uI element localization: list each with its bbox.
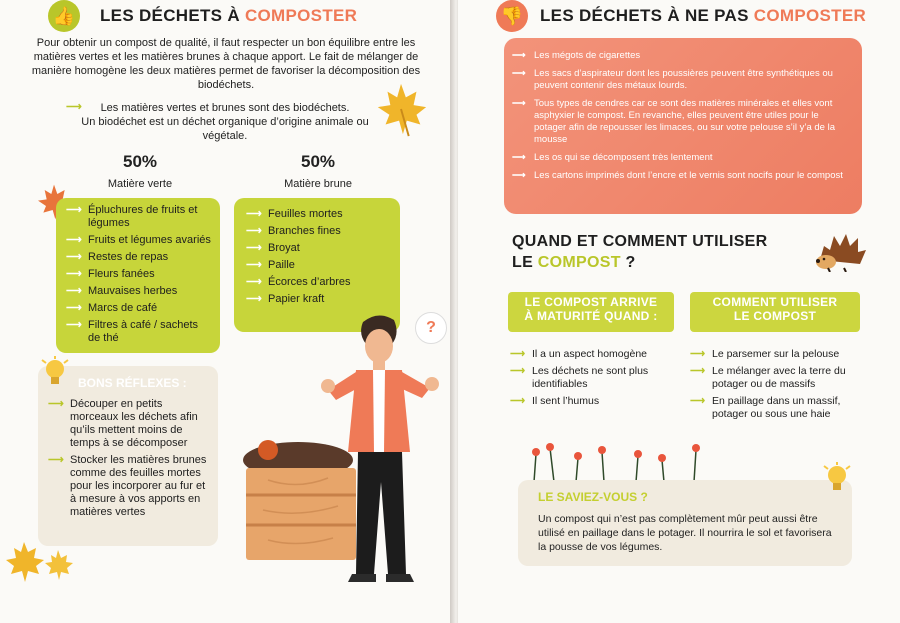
list-item-text: Le parsemer sur la pelouse — [712, 348, 840, 360]
list-item-text: Filtres à café / sachets de thé — [88, 319, 199, 344]
list-item-text: Les os qui se décomposent très lentement — [534, 152, 713, 163]
maturity-tag: LE COMPOST ARRIVE À MATURITÉ QUAND : — [508, 292, 674, 332]
list-item-text: Écorces d’arbres — [268, 276, 351, 288]
arrow-icon: ⟶ — [66, 319, 82, 331]
intro-paragraph: Pour obtenir un compost de qualité, il faut respecter un bon équilibre entre les matières vertes et les matières brunes à chaque apport. Le fait de mélanger de manière homogène les deux matières permet de favoriser la décomposition des biodéchets. — [31, 37, 421, 91]
list-item — [246, 225, 392, 238]
not-compost-box — [504, 38, 862, 214]
maple-leaf-icon — [372, 80, 430, 138]
page-title-left: LES DÉCHETS À COMPOSTER — [100, 6, 358, 25]
green-matter-list — [56, 198, 220, 345]
not-compost-list — [504, 38, 862, 182]
list-item-text: Il a un aspect homogène — [532, 348, 647, 360]
list-item — [66, 204, 212, 230]
section-title-line1: QUAND ET COMMENT UTILISER — [512, 233, 768, 250]
page-title-right: LES DÉCHETS À NE PAS COMPOSTER — [540, 6, 867, 25]
list-item-text: Il sent l’humus — [532, 395, 600, 407]
arrow-icon: ⟶ — [246, 208, 262, 220]
list-item — [66, 251, 212, 264]
list-item — [66, 302, 212, 315]
list-item — [246, 259, 392, 272]
thumbs-up-icon: 👍 — [48, 0, 80, 32]
list-item-text: Le mélanger avec la terre du potager ou de massifs — [712, 365, 846, 390]
list-item-text: Tous types de cendres car ce sont des matières minérales et elles vont asphyxier le compost. En revanche, elles peuvent être utiles pour le potager afin de repousser les limaces, ou sur votre pelouse s’il y’a de la mousse — [534, 98, 835, 145]
list-item-text: Paille — [268, 259, 295, 271]
list-item — [246, 293, 392, 306]
arrow-icon: ⟶ — [246, 293, 262, 305]
arrow-icon: ⟶ — [512, 170, 526, 181]
list-item-text: Papier kraft — [268, 293, 325, 305]
list-item — [510, 365, 678, 391]
list-item — [66, 234, 212, 247]
arrow-icon: ⟶ — [512, 68, 526, 79]
list-item — [66, 285, 212, 298]
list-item — [512, 98, 852, 146]
list-item — [246, 208, 392, 221]
biodechet-text: Les matières vertes et brunes sont des biodéchets. Un biodéchet est un déchet organique d’origine animale ou végétale. — [81, 102, 369, 142]
arrow-icon: ⟶ — [246, 276, 262, 288]
arrow-icon: ⟶ — [66, 285, 82, 297]
green-label: Matière verte — [107, 178, 173, 190]
list-item-text: En paillage dans un massif, potager ou sous une haie — [712, 395, 841, 420]
arrow-icon: ⟶ — [512, 98, 526, 109]
reflexes-list — [48, 398, 212, 523]
arrow-icon: ⟶ — [512, 50, 526, 61]
list-item-text: Les mégots de cigarettes — [534, 50, 641, 61]
list-item-text: Fleurs fanées — [88, 268, 155, 280]
arrow-icon: ⟶ — [66, 268, 82, 280]
maturity-list — [510, 348, 678, 412]
green-matter-box — [56, 198, 220, 353]
list-item-text: Les cartons imprimés dont l’encre et le vernis sont nocifs pour le compost — [534, 170, 843, 181]
list-item — [246, 276, 392, 289]
list-item — [66, 319, 212, 345]
arrow-icon: ⟶ — [512, 152, 526, 163]
list-item — [512, 152, 852, 164]
arrow-icon: ⟶ — [510, 395, 526, 407]
arrow-icon: ⟶ — [246, 242, 262, 254]
list-item-text: Feuilles mortes — [268, 208, 343, 220]
list-item — [512, 170, 852, 182]
lightbulb-icon — [822, 462, 852, 496]
arrow-icon: ⟶ — [66, 251, 82, 263]
usage-tag: COMMENT UTILISER LE COMPOST — [690, 292, 860, 332]
maple-leaf-icon — [6, 536, 76, 586]
list-item-text: Fruits et légumes avariés — [88, 234, 211, 246]
arrow-icon: ⟶ — [510, 348, 526, 360]
lightbulb-icon — [40, 356, 70, 390]
list-item — [510, 395, 678, 408]
arrow-icon: ⟶ — [246, 225, 262, 237]
arrow-icon: ⟶ — [690, 365, 706, 377]
arrow-icon: ⟶ — [66, 234, 82, 246]
list-item-text: Broyat — [268, 242, 300, 254]
list-item-text: Stocker les matières brunes comme des feuilles mortes pour les incorporer au fur et à mesure à vos apports en matières vertes — [70, 454, 207, 518]
list-item-text: Épluchures de fruits et légumes — [88, 204, 198, 229]
brown-percent: 50% — [300, 152, 336, 171]
list-item-text: Marcs de café — [88, 302, 158, 314]
list-item-text: Les sacs d’aspirateur dont les poussières peuvent être synthétiques ou peuvent contenir des métaux lourds. — [534, 68, 833, 91]
saviez-title: LE SAVIEZ-VOUS ? — [538, 490, 648, 504]
arrow-icon: ⟶ — [66, 101, 82, 113]
saviez-text: Un compost qui n’est pas complètement mûr peut aussi être utilisé en paillage dans le potager. Il nourrira le sol et favorisera la pousse de vos légumes. — [538, 513, 832, 553]
list-item — [512, 50, 852, 62]
person-illustration — [318, 312, 446, 584]
list-item — [690, 348, 868, 361]
brown-label: Matière brune — [284, 178, 352, 190]
arrow-icon: ⟶ — [510, 365, 526, 377]
list-item-text: Découper en petits morceaux les déchets afin qu’ils mettent moins de temps à se décomposer — [70, 398, 198, 449]
arrow-icon: ⟶ — [690, 395, 706, 407]
list-item — [510, 348, 678, 361]
list-item — [66, 268, 212, 281]
reflexes-title: BONS RÉFLEXES : — [78, 376, 187, 390]
list-item — [48, 454, 212, 519]
arrow-icon: ⟶ — [48, 454, 64, 466]
flowers-decoration — [524, 440, 724, 482]
thumbs-down-icon: 👎 — [496, 0, 528, 32]
arrow-icon: ⟶ — [48, 398, 64, 410]
arrow-icon: ⟶ — [246, 259, 262, 271]
arrow-icon: ⟶ — [66, 302, 82, 314]
hedgehog-icon — [814, 228, 872, 272]
list-item — [246, 242, 392, 255]
section-title-line2: LE COMPOST ? — [512, 254, 636, 271]
list-item — [690, 365, 868, 391]
list-item-text: Les déchets ne sont plus identifiables — [532, 365, 649, 390]
list-item-text: Mauvaises herbes — [88, 285, 178, 297]
usage-list — [690, 348, 868, 425]
list-item — [512, 68, 852, 92]
list-item — [690, 395, 868, 421]
brown-matter-list — [234, 198, 400, 306]
green-percent: 50% — [122, 152, 158, 171]
list-item-text: Branches fines — [268, 225, 341, 237]
arrow-icon: ⟶ — [690, 348, 706, 360]
list-item — [48, 398, 212, 450]
arrow-icon: ⟶ — [66, 204, 82, 216]
list-item-text: Restes de repas — [88, 251, 169, 263]
right-page — [458, 0, 900, 623]
question-bubble: ? — [415, 312, 447, 344]
